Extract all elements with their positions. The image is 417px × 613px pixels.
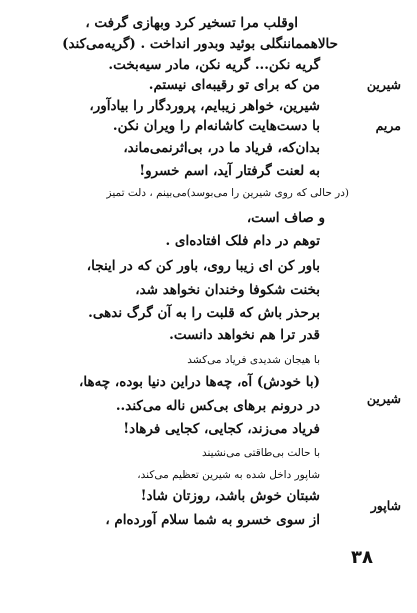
dialogue-line: گریه نکن... گریه نکن، مادر سیه‌بخت. [108, 57, 320, 73]
dialogue-line: اوقلب مرا تسخیر کرد وبهازی گرفت ، [85, 15, 298, 31]
dialogue-line: بدان‌که، فریاد ما در، بی‌اثرنمی‌ماند، [123, 140, 320, 156]
stage-direction: (در حالی که روی شیرین را می‌بوسد)می‌بینم ، دلت تمیز [106, 187, 349, 199]
dialogue-line: به لعنت گرفتار آید، اسم خسرو! [139, 163, 320, 179]
dialogue-line: بخنت شکوفا وخندان نخواهد شد، [135, 282, 320, 298]
speaker-label-shapur: شاپور [370, 498, 401, 513]
stage-direction: شاپور داخل شده به شیرین تعظیم می‌کند، [137, 469, 320, 481]
dialogue-line: شبتان خوش باشد، روزتان شاد! [140, 488, 320, 504]
dialogue-line: من که برای تو رقیبه‌ای نیستم. [148, 77, 320, 93]
stage-direction: با حالت بی‌طاقتی می‌نشیند [201, 447, 320, 459]
page-number: ۳۸ [351, 547, 373, 568]
dialogue-line: قدر ترا هم نخواهد دانست. [169, 327, 320, 343]
dialogue-line: (با خودش) آه، چه‌ها دراین دنیا بوده، چه‌ها، [79, 374, 320, 390]
dialogue-line: توهم در دام فلک افتاده‌ای . [165, 233, 320, 249]
speaker-label-maryam: مریم [375, 118, 401, 133]
dialogue-line: برحذر باش که قلبت را به آن گرگ ندهی. [88, 305, 320, 321]
speaker-label-shirin-2: شیرین [366, 391, 401, 406]
dialogue-line: فریاد می‌زند، کجایی، کجایی فرهاد! [123, 421, 320, 437]
speaker-label-shirin-1: شیرین [366, 77, 401, 92]
dialogue-line: در درونم برهای بی‌کس ناله می‌کند.. [115, 398, 320, 414]
dialogue-line: باور کن ای زیبا روی، باور کن که در اینجا، [86, 258, 320, 274]
dialogue-line: و صاف است، [246, 210, 325, 226]
dialogue-line: از سوی خسرو به شما سلام آورده‌ام ، [105, 512, 320, 528]
dialogue-line: با دست‌هایت کاشانه‌ام را ویران نکن. [112, 118, 320, 134]
dialogue-line: شیرین، خواهر زیبایم، پروردگار را بیادآور، [89, 98, 320, 114]
dialogue-line: حالاهمماننگلی بوئید وبدور انداخت . (گریه‌می‌کند) [62, 36, 338, 52]
stage-direction: با هیجان شدیدی فریاد می‌کشد [187, 354, 320, 366]
